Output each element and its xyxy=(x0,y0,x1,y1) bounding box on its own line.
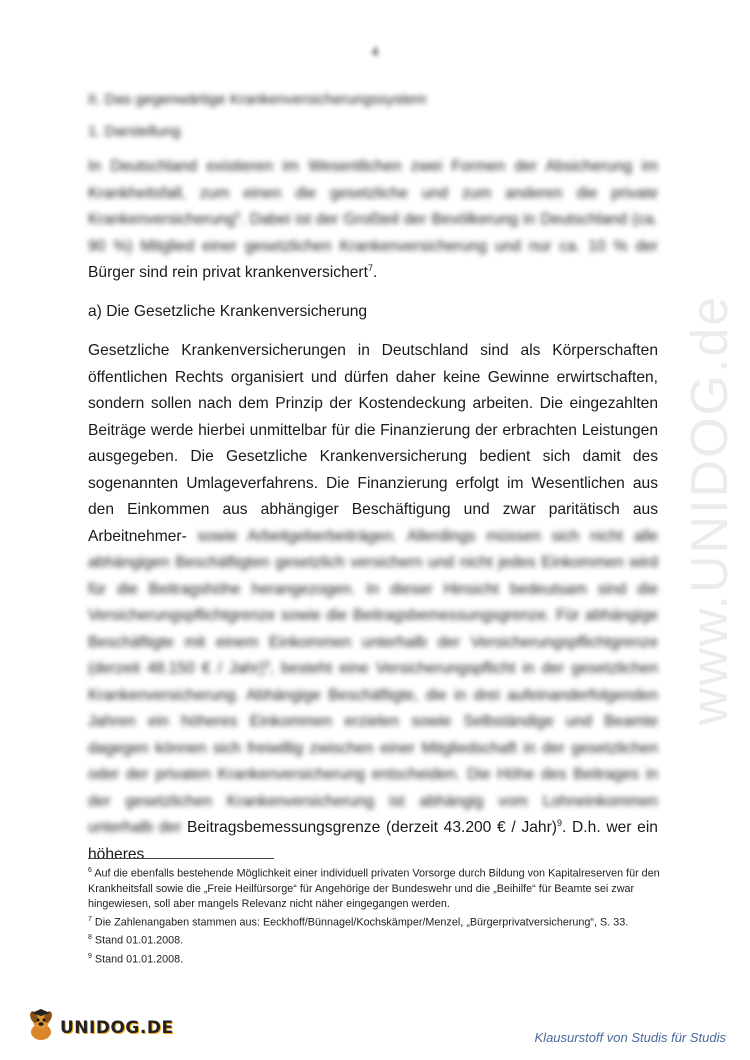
intro-blurred-text-cont: . Dabei ist der Großteil der Bevölkerung in Deutschland (ca. 90 %) Mitglied einer gesetzlichen Krankenversicherung und nur ca. 10 % der xyxy=(88,211,658,255)
body-sharp-tail: . D.h. wer ein höheres xyxy=(88,819,658,863)
page-number: 4 xyxy=(371,44,379,59)
footnotes xyxy=(88,863,663,967)
footnote-ref: 7 xyxy=(367,262,373,273)
intro-blurred-text: In Deutschland existieren im Wesentlichen zwei Formen der Absicherung im Krankheitsfall, zum einen die gesetzliche und zum anderen die private Krankenversicherung xyxy=(88,158,658,228)
intro-paragraph xyxy=(88,154,658,287)
subsection-title: 1. Darstellung xyxy=(88,123,181,140)
footnote-8: $^8$ Stand 01.01.2008. xyxy=(88,934,184,947)
body-sharp-text: Gesetzliche Krankenversicherungen in Deutschland sind als Körperschaften öffentlichen Rechts organisiert und dürfen daher keine Gewinne erwirtschaften, sondern sollen nach dem Prinzip der Kostendeckung arbeiten. Die eingezahlten Beiträge werde hierbei unmittelbar für die Finanzierung der erbrachten Leistungen ausgegeben. Die Gesetzliche Krankenversicherung bedient sich damit des sogenannten Umlageverfahrens. Die Finanzierung erfolgt im Wesentlichen aus den Einkommen aus abhängiger Beschäftigung und zwar paritätisch aus Arbeitnehmer- xyxy=(88,342,658,545)
intro-sharp-text: Bürger sind rein privat krankenversichert xyxy=(88,264,368,281)
brand-name: UNIDOG.DE xyxy=(60,1018,174,1038)
logo[interactable] xyxy=(24,1008,174,1042)
subheading-a: a) Die Gesetzliche Krankenversicherung xyxy=(88,303,368,320)
body-sharp-end: Beitragsbemessungsgrenze (derzeit 43.200 € / Jahr) xyxy=(186,819,557,836)
footnote-7: $^7$ Die Zahlenangaben stammen aus: Eeckhoff/Bünnagel/Kochskämper/Menzel, „Bürgerprivatversicherung“, S. 33. xyxy=(88,915,629,929)
watermark: www.UNIDOG.de xyxy=(681,294,739,726)
footnote-ref: 6 xyxy=(235,209,241,220)
footnote-9: $^9$ Stand 01.01.2008. xyxy=(88,952,184,966)
body-blurred-text-cont: , besteht eine Versicherungspflicht in der gesetzlichen Krankenversicherung. Abhängige Beschäftigte, die in drei aufeinanderfolgenden Jahren ein höheres Einkommen erzielen sowie Selbständige und Beamte dagegen können sich freiwillig zwischen einer Mitgliedschaft in der gesetzlichen oder der privaten Krankenversicherung entscheiden. Die Höhe des Beitrages in der gesetzlichen Krankenversicherung ist abhängig vom Lohneinkommen unterhalb der xyxy=(88,660,658,836)
body-blurred-text: sowie Arbeitgeberbeiträgen. Allerdings müssen sich nicht alle abhängigen Beschäftigten gesetzlich versichern und nicht jedes Einkommen wird für die Beitragshöhe herangezogen. In dieser Hinsicht bedeutsam sind die Versicherungspflichtgrenze sowie die Beitragsbemessungsgrenze. Für abhängige Beschäftigte mit einem Einkommen unterhalb der Versicherungspflichtgrenze (derzeit 48.150 € / Jahr) xyxy=(88,527,658,677)
footnote-ref: 9 xyxy=(557,817,563,828)
section-title: II. Das gegenwärtige Krankenversicherungssystem xyxy=(88,91,427,108)
footnote-6: $^6$ Auf die ebenfalls bestehende Möglichkeit einer individuell privaten Vorsorge durch Bildung von Kapitalreserven für den Krankheitsfall sowie die „Freie Heilfürsorge“ für Angehörige der Bundeswehr und die „Beihilfe“ für Beamte sei zwar hingewiesen, soll aber mangels Relevanz nicht näher eingegangen werden. xyxy=(88,867,660,910)
dog-mascot-icon xyxy=(24,1008,58,1042)
slogan: Klausurstoff von Studis für Studis xyxy=(534,1030,726,1045)
footnote-rule xyxy=(88,858,274,859)
intro-sharp-end: . xyxy=(372,264,378,281)
footnote-ref: 8 xyxy=(264,658,270,669)
body-paragraph xyxy=(88,338,658,868)
